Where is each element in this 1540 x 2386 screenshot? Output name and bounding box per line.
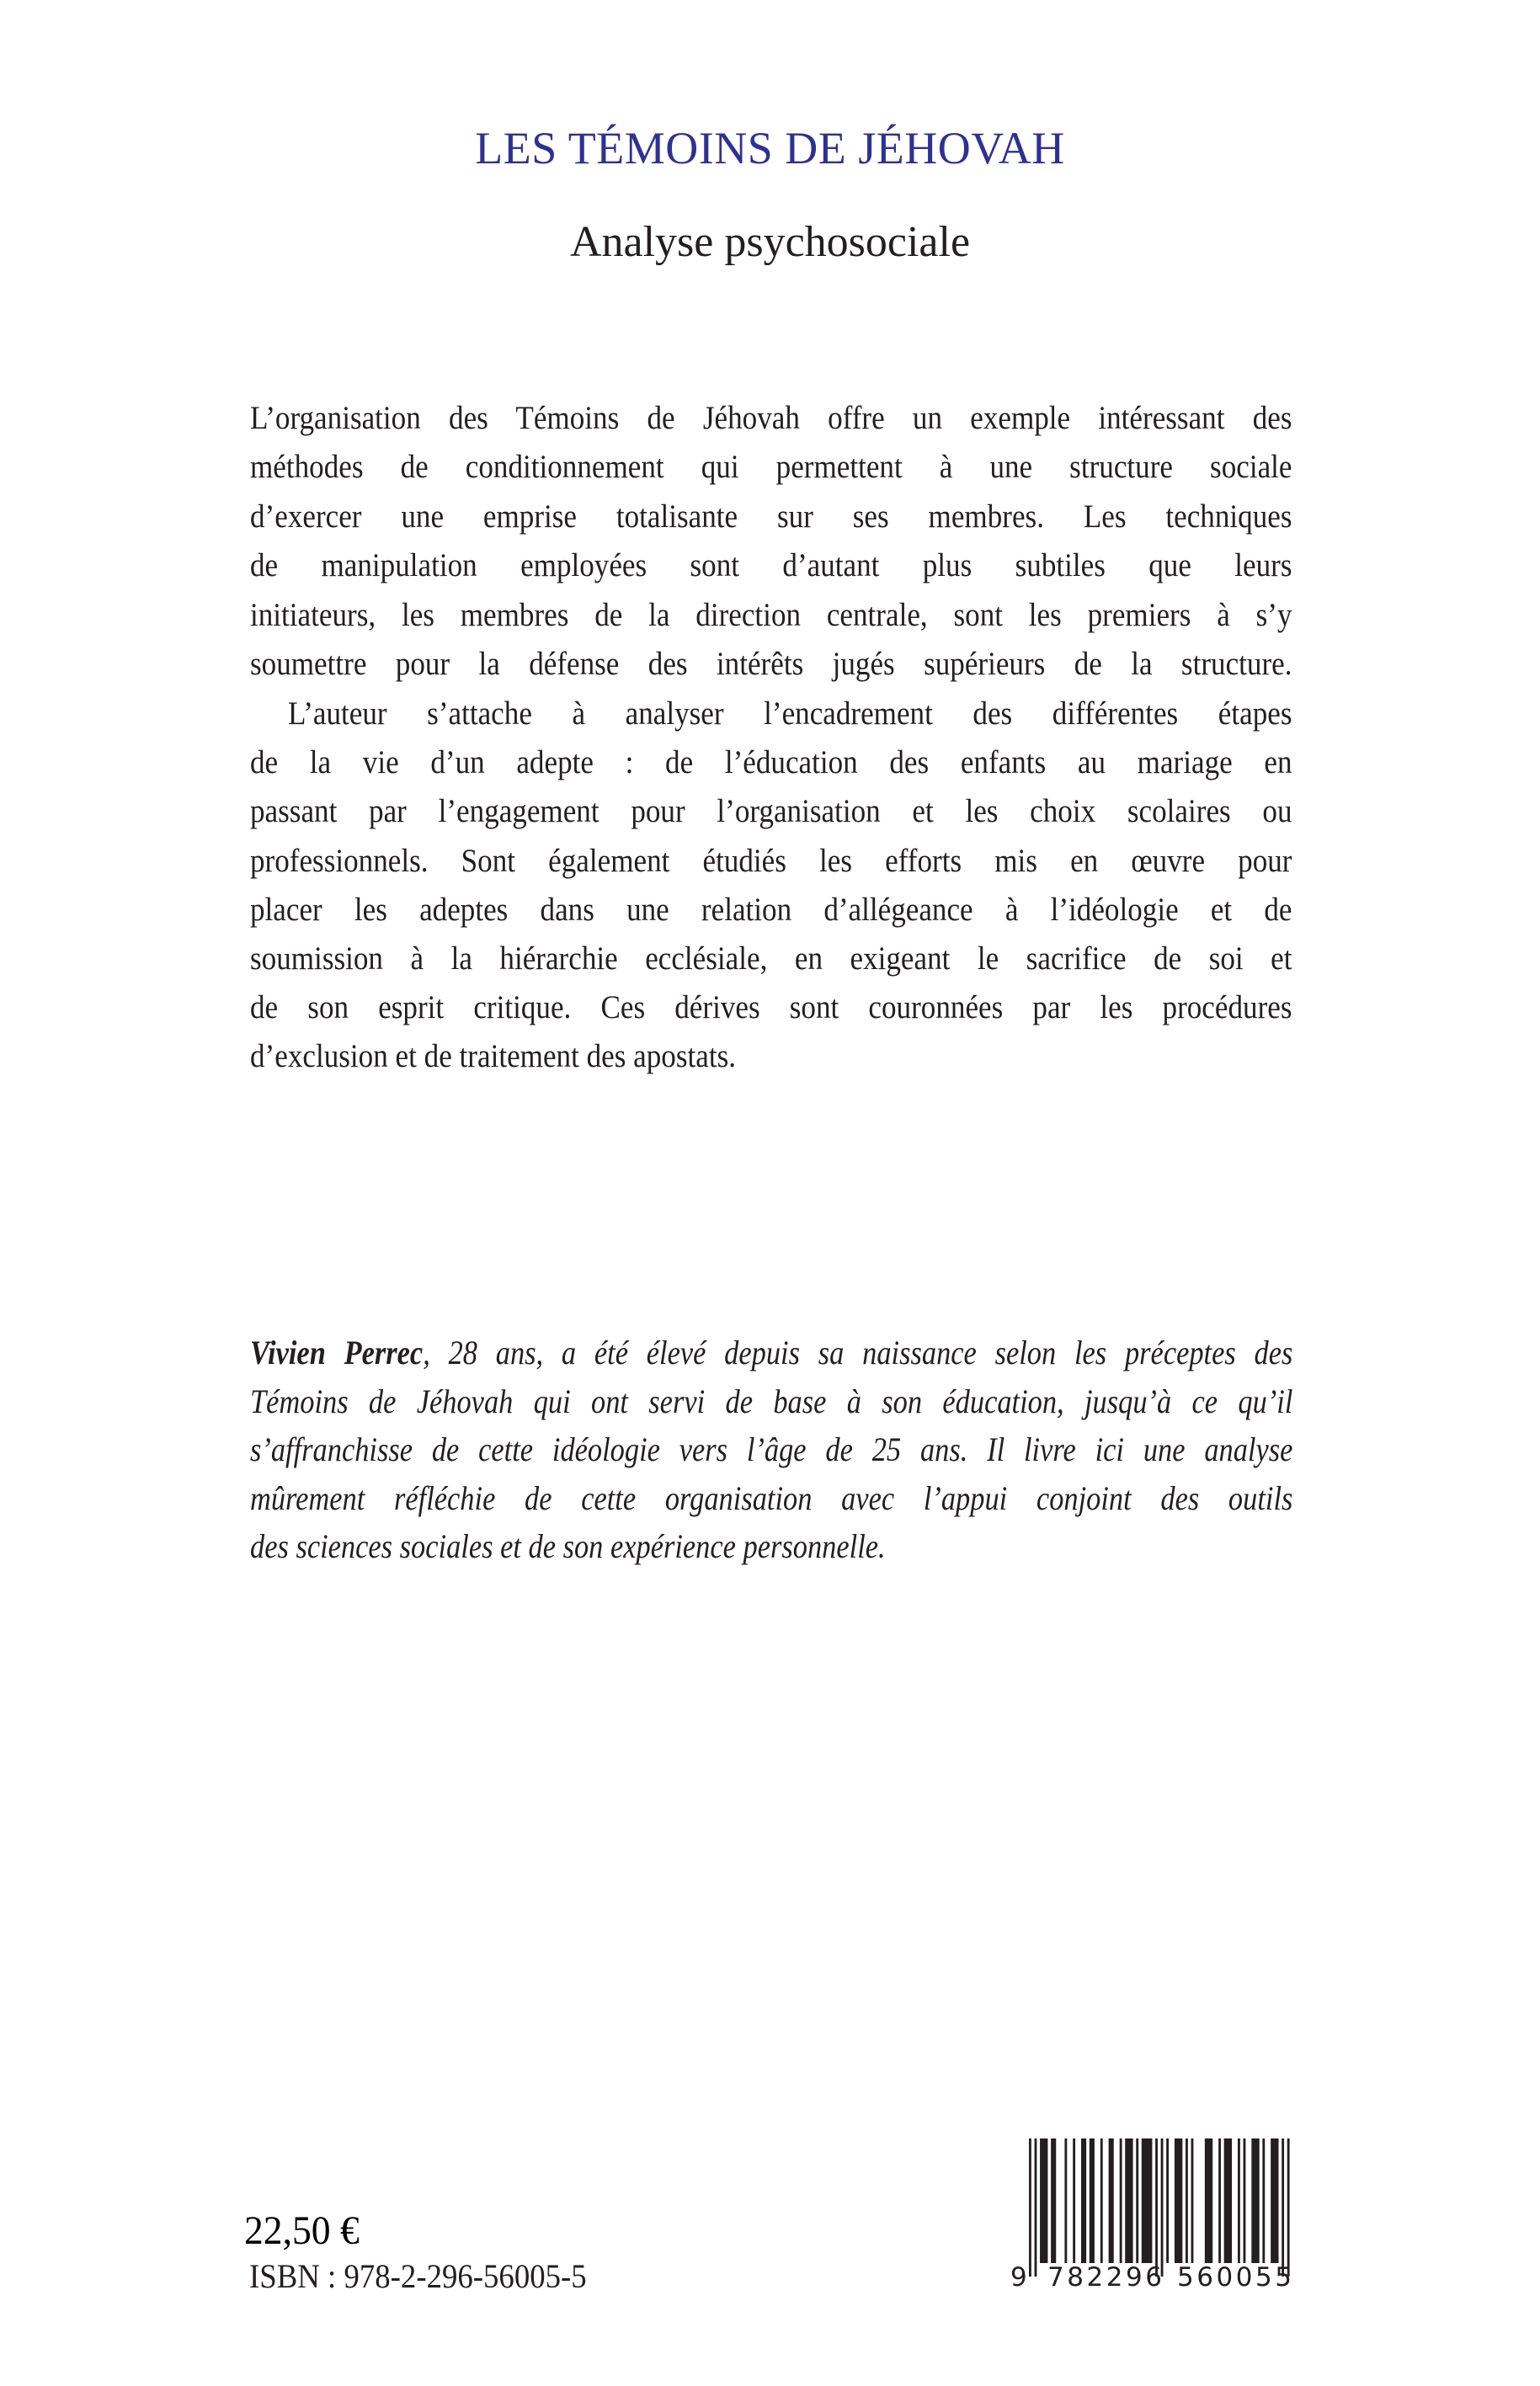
text-line: passant par l’engagement pour l’organisation et les choix scolaires ou xyxy=(250,793,1292,829)
text-line: professionnels. Sont également étudiés les efforts mis en œuvre pour xyxy=(250,843,1292,879)
text-line: s’affranchisse de cette idéologie vers l’âge de 25 ans. Il livre ici une analyse xyxy=(250,1430,1293,1468)
barcode-right-digits: 560055 xyxy=(1177,2262,1292,2293)
isbn-label: ISBN : 978-2-296-56005-5 xyxy=(249,2257,587,2295)
author-name: Vivien Perrec xyxy=(250,1334,424,1371)
text-line: d’exclusion et de traitement des apostats. xyxy=(250,1038,737,1074)
text-line: L’auteur s’attache à analyser l’encadrement des différentes étapes xyxy=(288,695,1292,732)
book-title: LES TÉMOINS DE JÉHOVAH xyxy=(475,123,1065,173)
text-line: de manipulation employées sont d’autant plus subtiles que leurs xyxy=(250,547,1292,583)
text-line: Vivien Perrec, 28 ans, a été élevé depuis sa naissance selon les préceptes des xyxy=(250,1334,1293,1371)
price-label: 22,50 € xyxy=(244,2208,360,2253)
text-line: soumettre pour la défense des intérêts jugés supérieurs de la structure. xyxy=(250,646,1292,682)
text-line: de la vie d’un adepte : de l’éducation des enfants au mariage en xyxy=(250,744,1292,780)
text-line: mûrement réfléchie de cette organisation avec l’appui conjoint des outils xyxy=(250,1479,1293,1517)
text-line: L’organisation des Témoins de Jéhovah offre un exemple intéressant des xyxy=(250,400,1292,436)
barcode-first-digit: 9 xyxy=(1010,2262,1027,2293)
barcode-icon xyxy=(1007,2137,1298,2293)
text-line: placer les adeptes dans une relation d’allégeance à l’idéologie et de xyxy=(250,892,1292,928)
text-line: méthodes de conditionnement qui permettent à une structure sociale xyxy=(250,449,1292,485)
book-subtitle: Analyse psychosociale xyxy=(569,218,971,266)
barcode-left-digits: 782296 xyxy=(1047,2262,1162,2293)
ean13-barcode xyxy=(1007,2137,1298,2293)
text-line: d’exercer une emprise totalisante sur ses membres. Les techniques xyxy=(250,498,1292,535)
text-line: soumission à la hiérarchie ecclésiale, en exigeant le sacrifice de soi et xyxy=(250,940,1292,977)
text-line: de son esprit critique. Ces dérives sont couronnées par les procédures xyxy=(250,989,1292,1025)
text-line: initiateurs, les membres de la direction centrale, sont les premiers à s’y xyxy=(250,597,1292,633)
text-line: Témoins de Jéhovah qui ont servi de base à son éducation, jusqu’à ce qu’il xyxy=(250,1382,1293,1420)
text-line: des sciences sociales et de son expérience personnelle. xyxy=(250,1527,886,1565)
